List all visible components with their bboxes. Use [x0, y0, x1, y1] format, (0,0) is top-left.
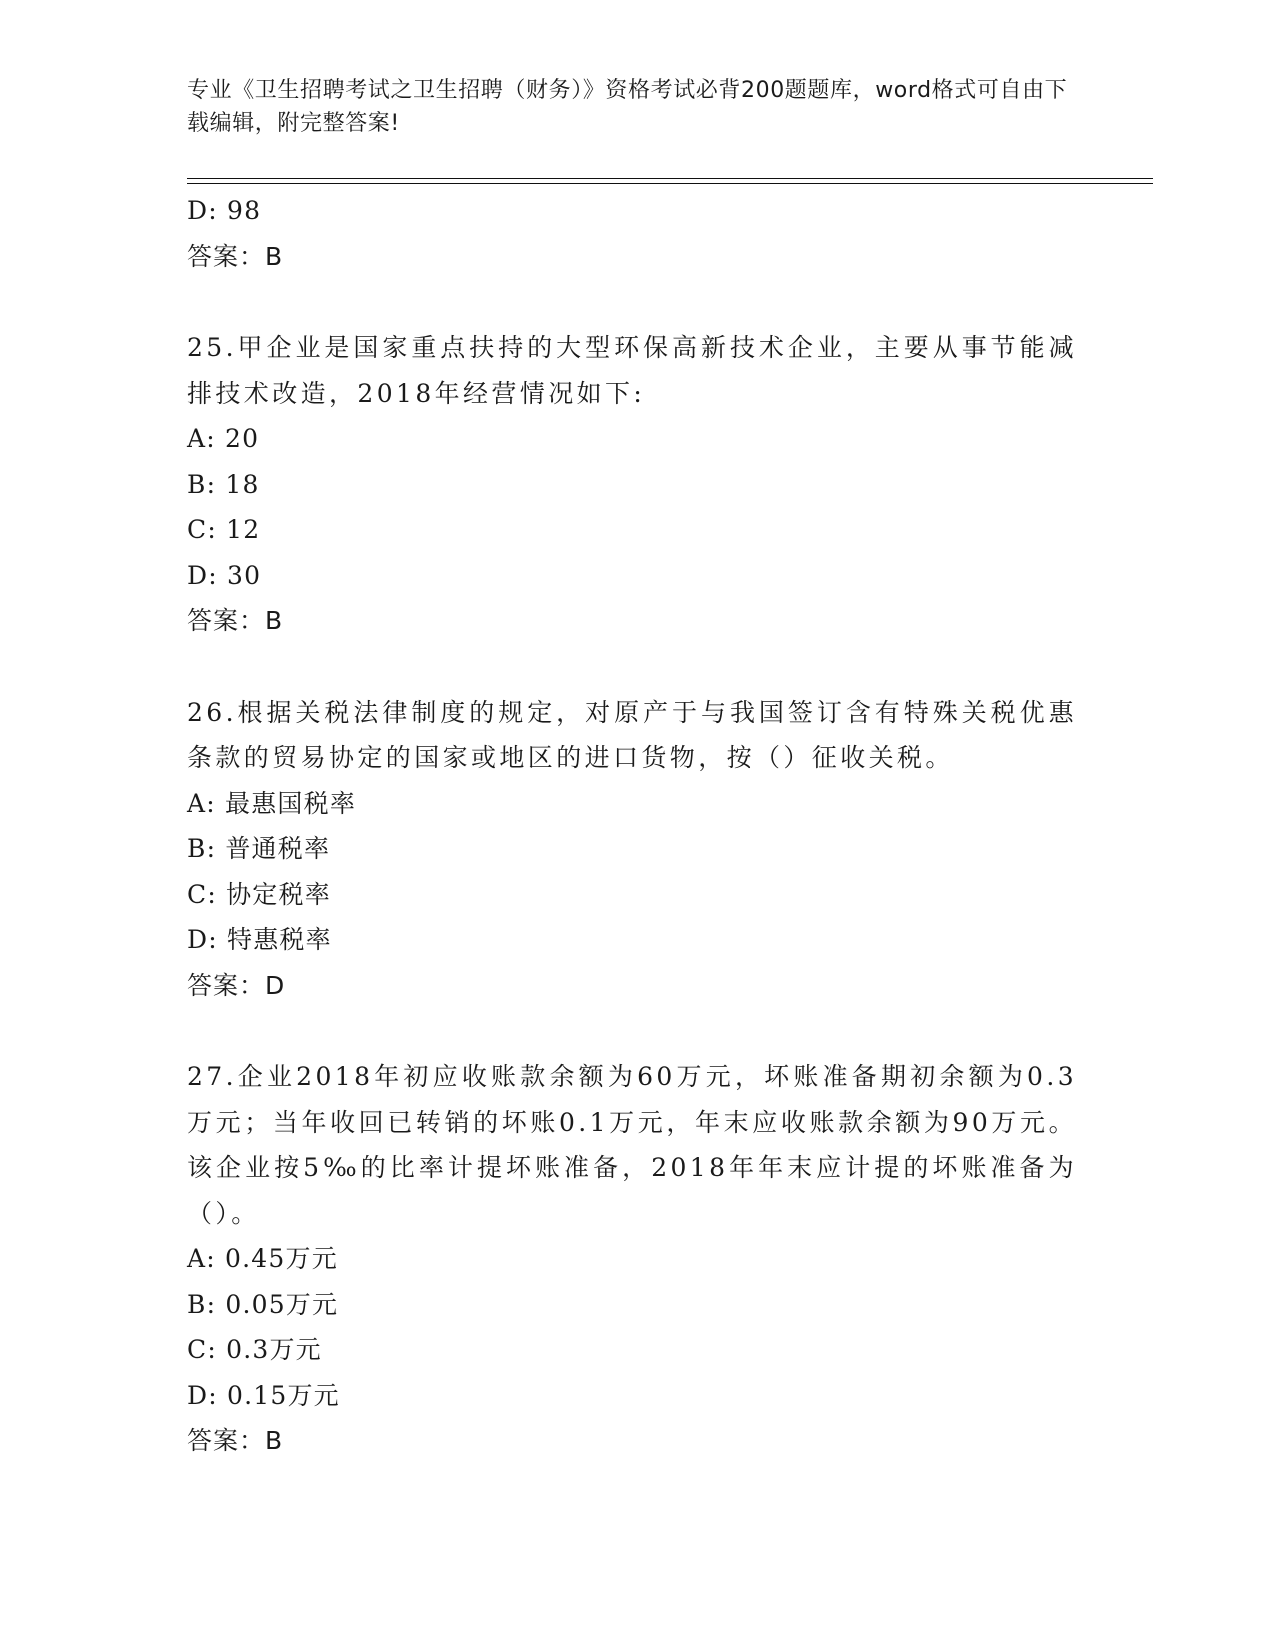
spacer	[187, 644, 1077, 690]
question-text: 25.甲企业是国家重点扶持的大型环保高新技术企业，主要从事节能减排技术改造，2018年经营情况如下:	[187, 333, 1077, 408]
question-list	[187, 188, 1077, 1464]
document-header	[187, 74, 1077, 140]
header-title: 专业《卫生招聘考试之卫生招聘（财务）》资格考试必背200题题库，word格式可自由下载编辑，附完整答案!	[187, 78, 1068, 136]
option-a: A: 0.45万元	[187, 1244, 338, 1273]
option-b: B: 18	[187, 469, 260, 499]
option-d: D: 特惠税率	[187, 925, 332, 954]
header-rule-bottom	[187, 183, 1153, 184]
answer-line: 答案：B	[187, 1426, 284, 1455]
answer-line: 答案：B	[187, 606, 284, 635]
question-25	[187, 325, 1077, 644]
question-text: 26.根据关税法律制度的规定，对原产于与我国签订含有特殊关税优惠条款的贸易协定的国家或地区的进口货物，按（）征收关税。	[187, 697, 1077, 772]
answer-line: 答案：D	[187, 970, 286, 1000]
option-a: A: 20	[187, 424, 260, 453]
answer-line: 答案：B	[187, 241, 284, 271]
header-rule-top	[187, 178, 1153, 179]
option-d: D: 30	[187, 560, 262, 590]
option-d: D: 0.15万元	[187, 1380, 340, 1410]
option-d: D: 98	[187, 196, 262, 225]
option-c: C: 协定税率	[187, 879, 331, 909]
option-b: B: 0.05万元	[187, 1289, 339, 1319]
spacer	[187, 1008, 1077, 1054]
question-26	[187, 690, 1077, 1009]
option-b: B: 普通税率	[187, 834, 331, 863]
option-a: A: 最惠国税率	[187, 788, 357, 818]
option-c: C: 0.3万元	[187, 1335, 322, 1364]
spacer	[187, 279, 1077, 325]
question-27	[187, 1054, 1077, 1464]
option-c: C: 12	[187, 515, 261, 544]
question-text: 27.企业2018年初应收账款余额为60万元，坏账准备期初余额为0.3万元；当年收回已转销的坏账0.1万元，年末应收账款余额为90万元。该企业按5‰的比率计提坏账准备，2018年年末应计提的坏账准备为（）。	[187, 1062, 1077, 1228]
